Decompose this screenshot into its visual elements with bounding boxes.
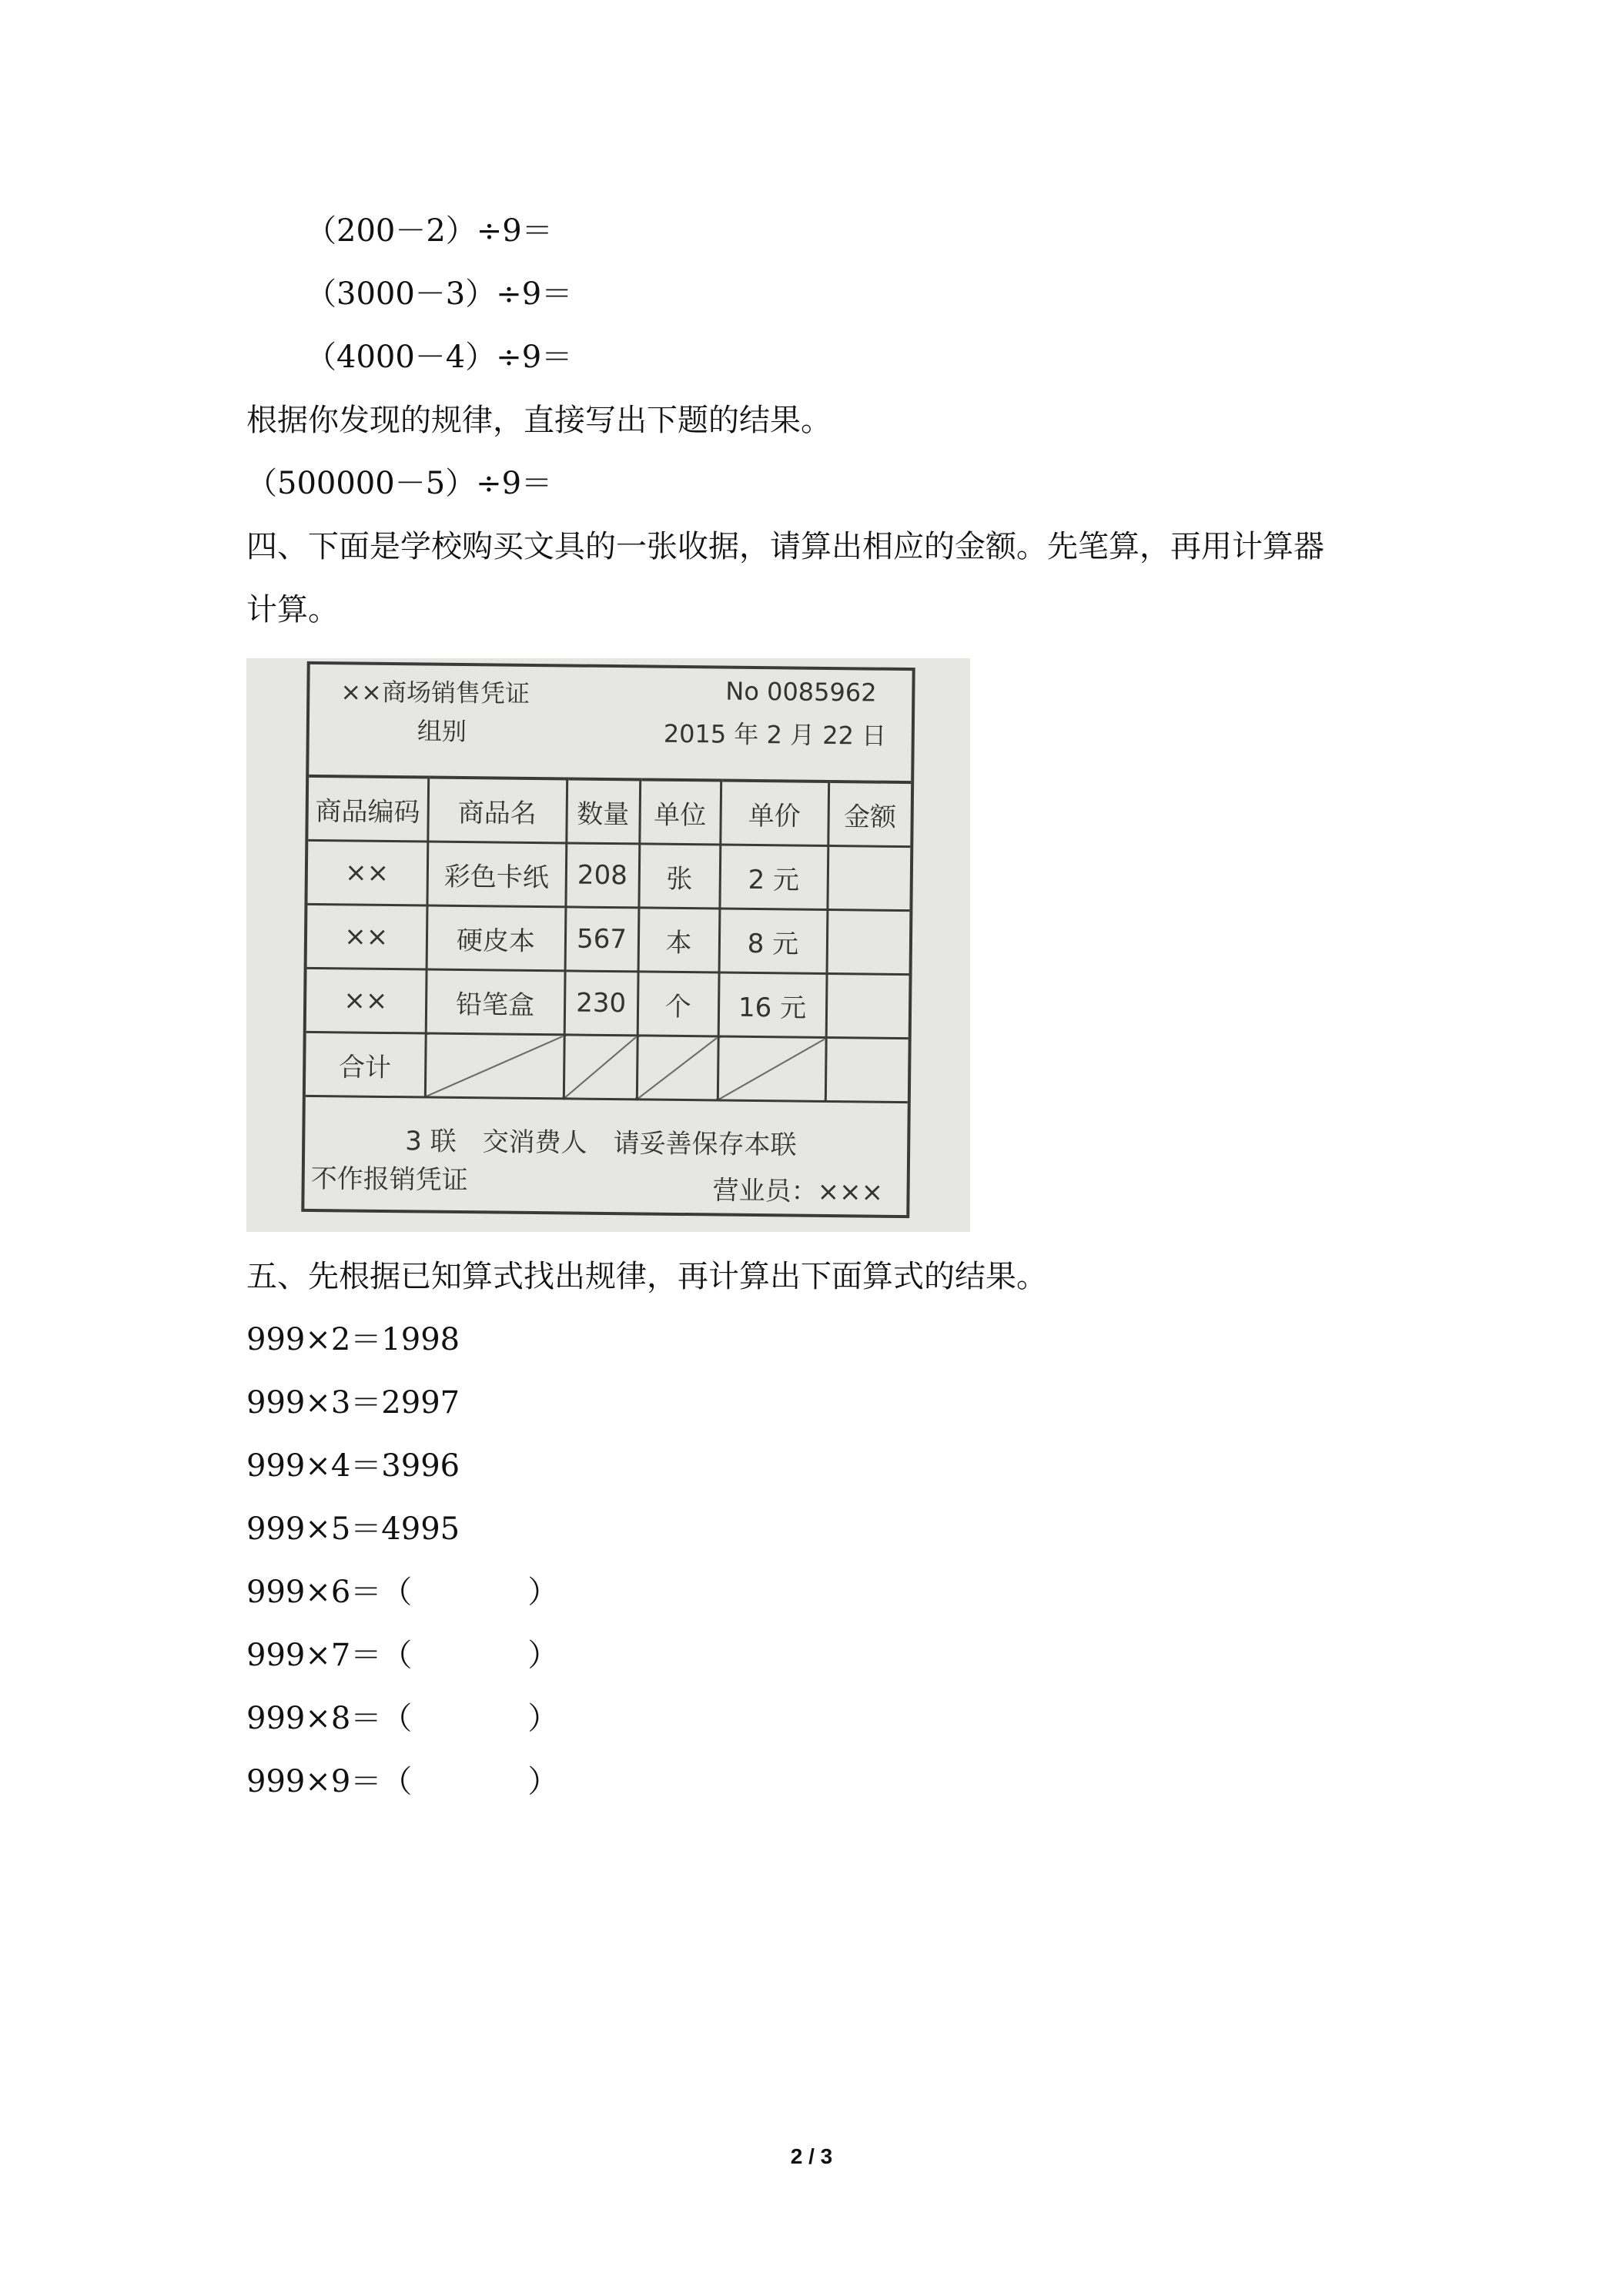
answer-close: ） — [527, 1638, 559, 1673]
answer-expr: 999×7＝（ — [246, 1638, 413, 1673]
table-row — [307, 840, 910, 910]
cell-code: ×× — [307, 840, 427, 905]
total-slash-cell — [425, 1033, 564, 1099]
cell-price: 8 元 — [719, 909, 828, 973]
equation-given: 999×5＝4995 — [246, 1511, 460, 1547]
total-slash-cell — [637, 1036, 718, 1100]
total-row — [306, 1032, 909, 1102]
receipt-footer-1: 3 联 交消费人 请妥善保存本联 — [405, 1126, 797, 1161]
page-number: 2 / 3 — [790, 2144, 833, 2168]
cell-amount — [826, 973, 909, 1038]
header-name: 商品名 — [427, 778, 567, 843]
cell-price: 16 元 — [718, 972, 827, 1037]
cell-name: 铅笔盒 — [426, 969, 565, 1035]
section4-title: 四、下面是学校购买文具的一张收据，请算出相应的金额。先笔算，再用计算器 — [246, 529, 1324, 564]
answer-line — [246, 1763, 558, 1800]
receipt-table — [306, 775, 911, 1103]
total-slash-cell — [564, 1035, 637, 1099]
equation-given: 999×4＝3996 — [246, 1448, 460, 1484]
receipt-group: 组别 — [417, 716, 467, 747]
cell-name: 彩色卡纸 — [427, 842, 566, 907]
answer-expr: 999×8＝（ — [246, 1701, 413, 1736]
header-amount: 金额 — [828, 782, 911, 847]
cell-unit: 本 — [638, 908, 720, 972]
equation-final: （500000－5）÷9＝ — [246, 466, 553, 501]
receipt-number: No 0085962 — [725, 676, 877, 708]
cell-price: 2 元 — [719, 845, 828, 909]
header-price: 单价 — [720, 781, 828, 846]
cell-amount — [827, 909, 910, 974]
equation-given: 999×3＝2997 — [246, 1385, 460, 1421]
answer-line — [246, 1700, 558, 1737]
answer-close: ） — [527, 1701, 559, 1736]
answer-expr: 999×9＝（ — [246, 1764, 413, 1799]
instruction-text: 根据你发现的规律，直接写出下题的结果。 — [246, 403, 832, 438]
receipt-frame — [301, 661, 915, 1218]
table-row — [306, 968, 909, 1038]
cell-code: ×× — [307, 904, 427, 969]
header-code: 商品编码 — [308, 776, 428, 842]
section4-title-cont: 计算。 — [246, 592, 339, 628]
cell-amount — [827, 845, 910, 910]
cell-qty: 230 — [564, 971, 638, 1036]
header-unit: 单位 — [639, 779, 721, 845]
receipt-footer-right: 营业员：××× — [712, 1175, 884, 1208]
receipt-store: ××商场销售凭证 — [340, 677, 530, 708]
receipt-date: 2015 年 2 月 22 日 — [663, 718, 887, 751]
table-row — [307, 904, 910, 974]
cell-qty: 567 — [565, 907, 639, 972]
answer-close: ） — [527, 1575, 559, 1610]
cell-unit: 张 — [638, 844, 720, 909]
cell-code: ×× — [306, 968, 427, 1033]
answer-expr: 999×6＝（ — [246, 1575, 413, 1610]
cell-qty: 208 — [565, 843, 639, 908]
equation-line-1: （200－2）÷9＝ — [306, 213, 553, 249]
cell-name: 硬皮本 — [427, 905, 566, 971]
answer-line — [246, 1574, 558, 1611]
equation-given: 999×2＝1998 — [246, 1322, 460, 1357]
total-amount-cell — [825, 1037, 909, 1102]
header-qty: 数量 — [566, 778, 640, 843]
equation-line-2: （3000－3）÷9＝ — [306, 276, 573, 312]
total-slash-cell — [718, 1036, 826, 1101]
equation-line-3: （4000－4）÷9＝ — [306, 340, 573, 375]
answer-line — [246, 1637, 558, 1674]
section5-title: 五、先根据已知算式找出规律，再计算出下面算式的结果。 — [246, 1259, 1047, 1294]
answer-close: ） — [527, 1764, 559, 1799]
total-label: 合计 — [306, 1032, 426, 1097]
table-header-row — [308, 776, 911, 847]
receipt-footer-left: 不作报销凭证 — [310, 1163, 468, 1197]
receipt-image — [246, 658, 970, 1232]
cell-unit: 个 — [637, 972, 719, 1036]
